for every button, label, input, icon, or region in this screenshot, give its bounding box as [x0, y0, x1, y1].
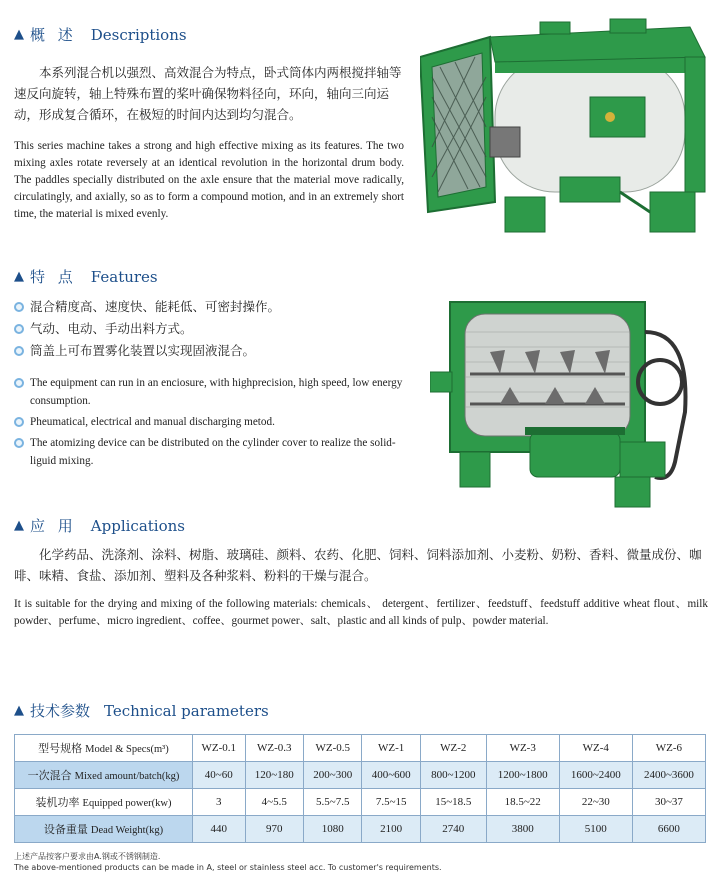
table-cell: WZ-0.1: [193, 735, 246, 762]
descriptions-zh-text: 本系列混合机以强烈、高效混合为特点，卧式筒体内两根搅拌轴等速反向旋转，轴上特殊布置的桨叶确保物料径向，环向，轴向三向运动，形成复合循环，在极短的时间内达到均匀混合。: [14, 65, 402, 122]
table-cell: 5.5~7.5: [304, 789, 362, 816]
mixer-interior-image: [430, 292, 700, 512]
list-item: The atomizing device can be distributed on the cylinder cover to realize the solid-liguid mixing.: [14, 434, 406, 470]
table-cell: 1200~1800: [486, 762, 559, 789]
footnote-en: The above-mentioned products can be made in A, steel or stainless steel acc. To customer's requirements.: [14, 863, 442, 872]
table-cell: WZ-0.3: [245, 735, 303, 762]
table-cell: 15~18.5: [420, 789, 486, 816]
table-cell: 30~37: [632, 789, 705, 816]
applications-en-text: It is suitable for the drying and mixing of the following materials: chemicals、 detergent、fertilizer、feedstuff、feedstuff additive wheat flout、milk powder、perfume、micro ingredient、coffee、gourmet power、salt、plastic and all kinds of pulp、powder material.: [14, 598, 708, 627]
features-heading: ▲ 特 点 Features: [14, 267, 158, 286]
table-cell: 22~30: [559, 789, 632, 816]
table-cell: WZ-3: [486, 735, 559, 762]
table-row: [15, 762, 706, 789]
table-row: [15, 735, 706, 762]
descriptions-heading: ▲ 概 述 Descriptions: [14, 25, 187, 44]
bullet-circle-icon: [14, 438, 24, 448]
row-label: 设备重量 Dead Weight(kg): [15, 816, 193, 843]
table-row: [15, 789, 706, 816]
table-cell: WZ-2: [420, 735, 486, 762]
list-item: 筒盖上可布置雾化装置以实现固液混合。: [14, 340, 414, 362]
descriptions-en-text: This series machine takes a strong and high effective mixing as its features. The two mixing axles rotate reversely at an identical revolution in the horizontal drum body. The paddles specially distributed on the axle ensure that the material move radically, circulatingly, and axially, so as to form a compound motion, and in an extremely short time, the material is mixed evenly.: [14, 140, 404, 220]
list-item: 混合精度高、速度快、能耗低、可密封操作。: [14, 296, 414, 318]
row-label: 型号规格 Model & Specs(m³): [15, 735, 193, 762]
table-cell: 3800: [486, 816, 559, 843]
table-row: [15, 816, 706, 843]
table-cell: WZ-1: [362, 735, 420, 762]
table-cell: WZ-4: [559, 735, 632, 762]
table-cell: 970: [245, 816, 303, 843]
triangle-icon: ▲: [14, 269, 24, 284]
bullet-circle-icon: [14, 324, 24, 334]
table-cell: WZ-6: [632, 735, 705, 762]
list-item: 气动、电动、手动出料方式。: [14, 318, 414, 340]
table-cell: 40~60: [193, 762, 246, 789]
table-cell: 400~600: [362, 762, 420, 789]
technical-heading: ▲ 技术参数 Technical parameters: [14, 701, 269, 720]
table-cell: 440: [193, 816, 246, 843]
applications-heading: ▲ 应 用 Applications: [14, 516, 185, 535]
bullet-circle-icon: [14, 302, 24, 312]
row-label: 一次混合 Mixed amount/batch(kg): [15, 762, 193, 789]
table-cell: 1080: [304, 816, 362, 843]
bullet-circle-icon: [14, 346, 24, 356]
row-label: 装机功率 Equipped power(kw): [15, 789, 193, 816]
table-cell: WZ-0.5: [304, 735, 362, 762]
table-cell: 3: [193, 789, 246, 816]
table-cell: 6600: [632, 816, 705, 843]
table-cell: 1600~2400: [559, 762, 632, 789]
table-cell: 18.5~22: [486, 789, 559, 816]
table-cell: 4~5.5: [245, 789, 303, 816]
table-cell: 5100: [559, 816, 632, 843]
table-cell: 2100: [362, 816, 420, 843]
table-cell: 120~180: [245, 762, 303, 789]
triangle-icon: ▲: [14, 518, 24, 533]
footnote-zh: 上述产品按客户要求由A.钢或不锈钢制造.: [14, 852, 161, 861]
technical-parameters-table: [14, 734, 706, 843]
table-cell: 200~300: [304, 762, 362, 789]
table-cell: 800~1200: [420, 762, 486, 789]
mixer-machine-image: [420, 16, 710, 238]
table-cell: 7.5~15: [362, 789, 420, 816]
bullet-circle-icon: [14, 378, 24, 388]
triangle-icon: ▲: [14, 27, 24, 42]
features-en-list: [14, 374, 406, 473]
table-cell: 2740: [420, 816, 486, 843]
list-item: The equipment can run in an enciosure, with highprecision, high speed, low energy consumption.: [14, 374, 406, 410]
applications-zh-text: 化学药品、洗涤剂、涂料、树脂、玻璃硅、颜料、农药、化肥、饲料、饲料添加剂、小麦粉、奶粉、香料、微量成份、咖啡、味精、食盐、添加剂、塑料及各种浆料、粉料的干燥与混合。: [14, 547, 702, 583]
bullet-circle-icon: [14, 417, 24, 427]
triangle-icon: ▲: [14, 703, 24, 718]
features-zh-list: [14, 296, 414, 362]
list-item: Pheumatical, electrical and manual discharging metod.: [14, 413, 406, 431]
table-cell: 2400~3600: [632, 762, 705, 789]
